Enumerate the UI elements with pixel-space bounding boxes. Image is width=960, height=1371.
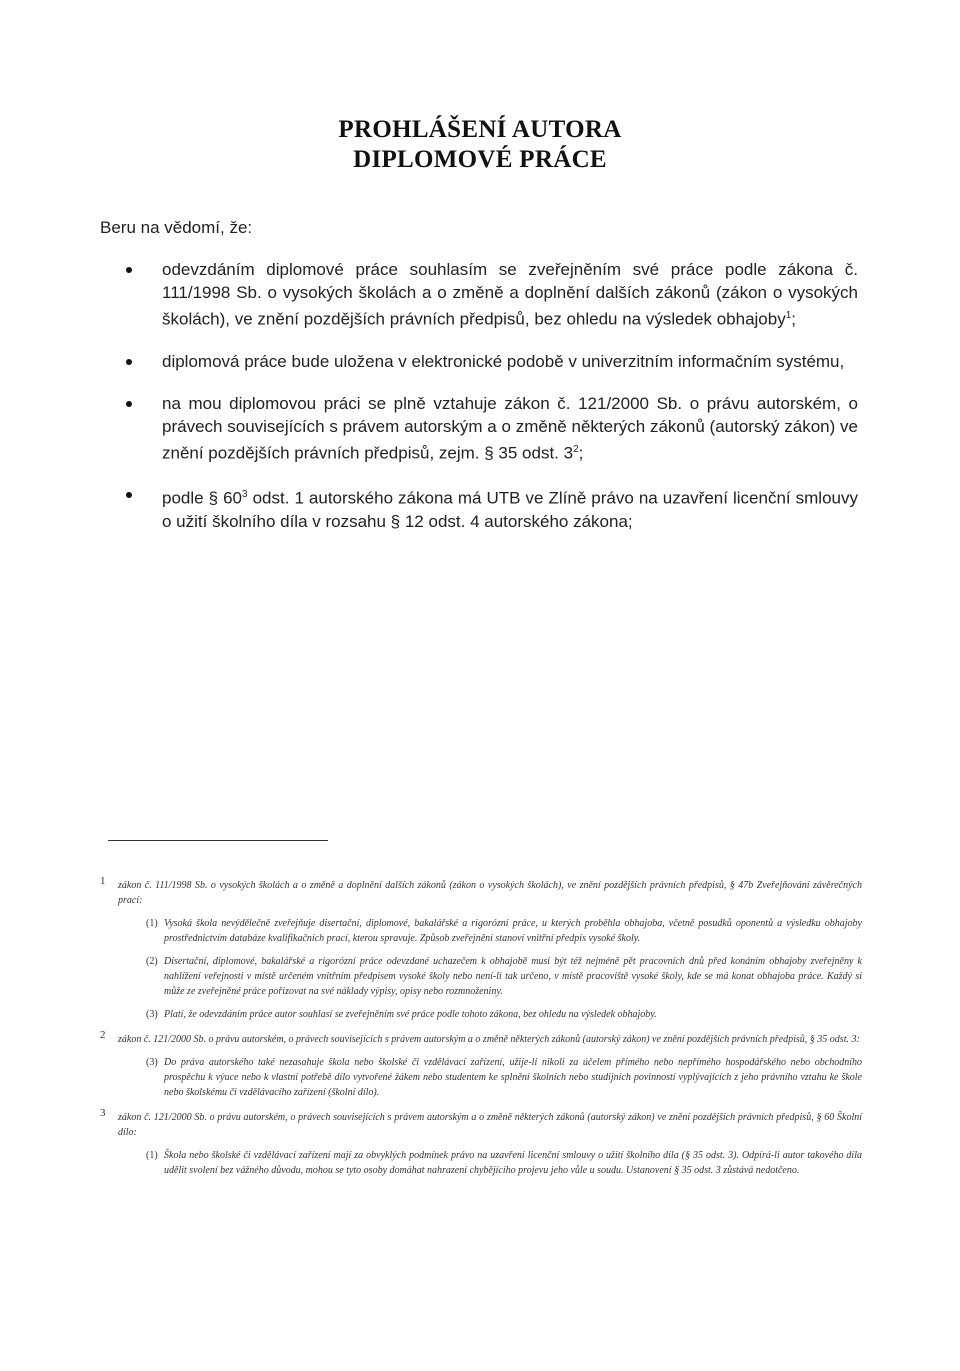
footnote-mark: 2 xyxy=(100,1029,106,1041)
footnote-2 xyxy=(100,1029,862,1100)
footnote-mark: 1 xyxy=(100,875,106,887)
document-title-line1: PROHLÁŠENÍ AUTORA xyxy=(338,116,622,143)
footnote-divider xyxy=(108,840,328,841)
footnote-text: zákon č. 111/1998 Sb. o vysokých školách a o změně a doplnění dalších zákonů (zákon o vysokých školách), ve znění pozdějších právních předpisů, § 47b Zveřejňování závěrečných prací: xyxy=(118,880,862,906)
footnote-ref: 1 xyxy=(785,310,792,321)
paragraph-text: Do práva autorského také nezasahuje škola nebo školské či vzdělávací zařízení, užije-li nikoli za účelem přímého nebo nepřímého hospodářského nebo obchodního prospěchu k výuce nebo k vlastní potřebě dílo vytvořené žákem nebo studentem ke splnění školních nebo studijních povinností vyplývajících z jeho právního vztahu ke škole nebo školskému či vzdělávacího zařízení (školní dílo). xyxy=(164,1057,862,1098)
paragraph-text: Disertační, diplomové, bakalářské a rigorózní práce odevzdané uchazečem k obhajobě musí být též nejméně pět pracovních dnů před konáním obhajoby zveřejněny k nahlížení veřejnosti v místě určeném vnitřním předpisem vysoké školy nebo není-li tak určeno, v místě pracoviště vysoké školy, kde se má konat obhajoba práce. Každý si může ze zveřejněné práce pořizovat na své náklady výpisy, opisy nebo rozmnoženiny. xyxy=(164,956,862,997)
footnote-text: zákon č. 121/2000 Sb. o právu autorském, o právech souvisejících s právem autorským a o změně některých zákonů (autorský zákon) ve znění pozdějších právních předpisů, § 60 Školní dílo: xyxy=(118,1112,862,1138)
paragraph-number: (1) xyxy=(146,918,158,929)
footnote-text: zákon č. 121/2000 Sb. o právu autorském, o právech souvisejících s právem autorským a o změně některých zákonů (autorský zákon) ve znění pozdějších právních předpisů, § 35 odst. 3: xyxy=(118,1034,860,1045)
paragraph-text: Škola nebo školské či vzdělávací zařízení mají za obvyklých podmínek právo na uzavření licenční smlouvy o užití školního díla (§ 35 odst. 3). Odpírá-li autor takového díla udělit svolení bez vážného důvodu, mohou se tyto osoby domáhat nahrazení chybějícího projevu jeho vůle u soudu. Ustanovení § 35 odst. 3 zůstává nedotčeno. xyxy=(164,1150,862,1176)
document-title-line2: DIPLOMOVÉ PRÁCE xyxy=(353,146,607,173)
footnote-paragraph xyxy=(146,1148,862,1178)
footnote-ref: 3 xyxy=(242,489,248,501)
paragraph-number: (1) xyxy=(146,1150,158,1161)
footnote-paragraph xyxy=(146,916,862,946)
paragraph-number: (2) xyxy=(146,956,158,967)
statement-text: odevzdáním diplomové práce souhlasím se zveřejněním své práce podle zákona č. 111/1998 Sb. o vysokých školách a o změně a doplnění dalších zákonů (zákon o vysokých školách), ve znění pozdějších právních předpisů, bez ohledu na výsledek obhajoby xyxy=(162,260,858,329)
footnote-paragraph xyxy=(146,954,862,999)
footnote-3 xyxy=(100,1107,862,1178)
statement-text: podle § 60 xyxy=(162,488,242,508)
intro-text: Beru na vědomí, že: xyxy=(100,218,253,237)
statement-list xyxy=(126,258,858,552)
bullet-icon xyxy=(126,267,132,273)
statement-text: diplomová práce bude uložena v elektronické podobě v univerzitním informačním systému, xyxy=(162,351,845,371)
footnote-paragraph xyxy=(146,1007,862,1022)
statement-item-4 xyxy=(126,483,858,533)
bullet-icon xyxy=(126,359,132,365)
footnotes xyxy=(100,875,862,1188)
footnote-mark: 3 xyxy=(100,1107,106,1119)
bullet-icon xyxy=(126,492,132,498)
bullet-icon xyxy=(126,401,132,407)
paragraph-number: (3) xyxy=(146,1009,158,1020)
paragraph-number: (3) xyxy=(146,1057,158,1068)
statement-item-1 xyxy=(126,258,858,331)
statement-item-2 xyxy=(126,350,858,373)
statement-tail: ; xyxy=(578,443,584,463)
statement-text: na mou diplomovou práci se plně vztahuje zákon č. 121/2000 Sb. o právu autorském, o právech souvisejících s právem autorským a o změně některých zákonů (autorský zákon) ve znění pozdějších právních předpisů, zejm. § 35 odst. 3 xyxy=(162,393,858,463)
footnote-paragraph xyxy=(146,1055,862,1100)
footnote-1 xyxy=(100,875,862,1022)
statement-text: odst. 1 autorského zákona má UTB ve Zlíně právo na uzavření licenční smlouvy o užití školního díla v rozsahu § 12 odst. 4 autorského zákona; xyxy=(162,488,858,531)
footnote-ref: 2 xyxy=(573,443,579,455)
paragraph-text: Vysoká škola nevýdělečně zveřejňuje disertační, diplomové, bakalářské a rigorózní práce, u kterých proběhla obhajoba, včetně posudků oponentů a výsledku obhajoby prostřednictvím databáze kvalifikačních prací, kterou spravuje. Způsob zveřejnění stanoví vnitřní předpis vysoké školy. xyxy=(164,918,862,944)
paragraph-text: Platí, že odevzdáním práce autor souhlasí se zveřejněním své práce podle tohoto zákona, bez ohledu na výsledek obhajoby. xyxy=(164,1009,657,1020)
statement-item-3 xyxy=(126,392,858,465)
statement-tail: ; xyxy=(791,309,797,329)
